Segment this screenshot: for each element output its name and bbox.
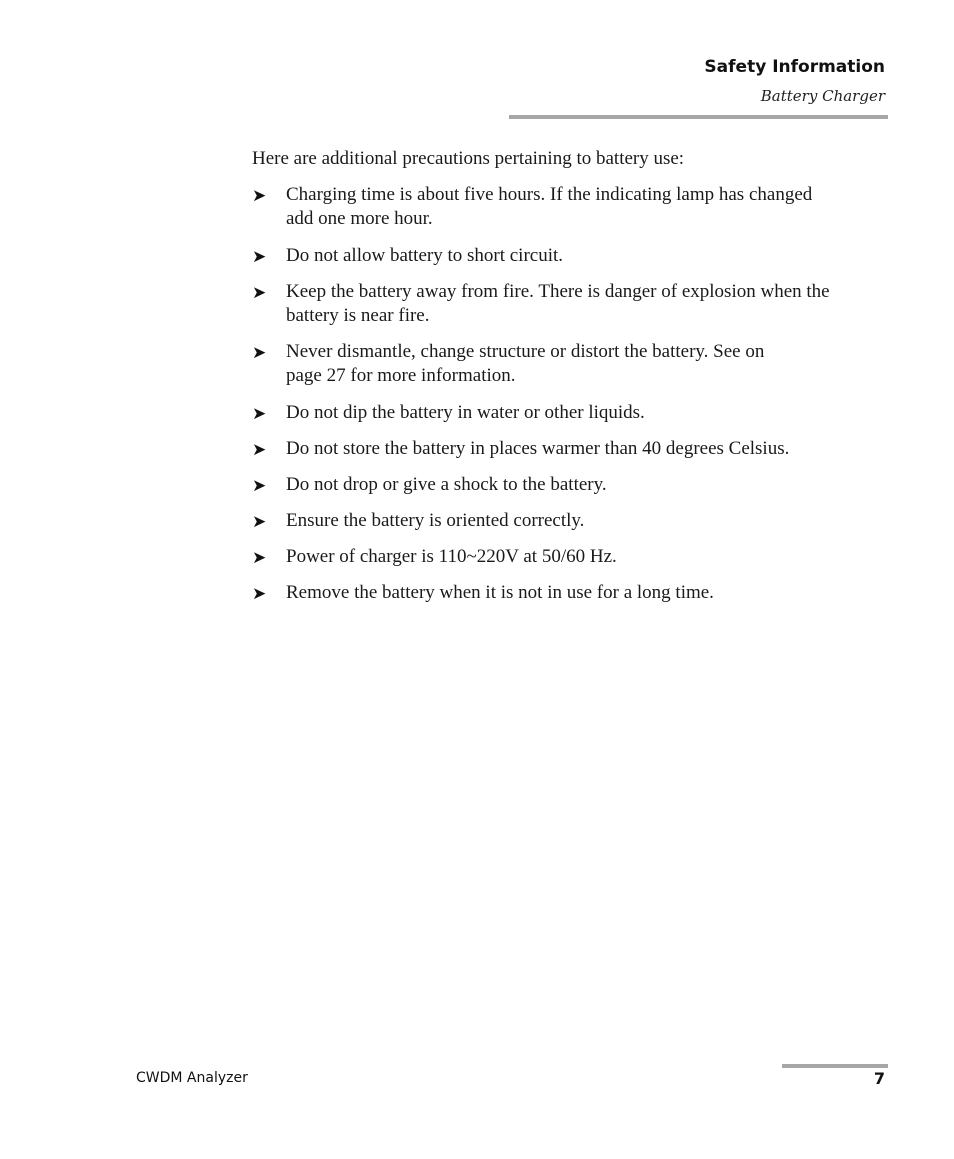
list-item-text: Ensure the battery is oriented correctly.	[286, 510, 585, 531]
arrow-bullet-icon: ➤	[252, 186, 267, 206]
list-item-text: Do not store the battery in places warmer than 40 degrees Celsius.	[286, 438, 790, 459]
arrow-bullet-icon: ➤	[252, 584, 267, 604]
list-item-text: Do not allow battery to short circuit.	[286, 245, 564, 266]
list-item-text: Charging time is about five hours. If the indicating lamp has changed add one more hour.	[286, 184, 813, 229]
list-item-text: Remove the battery when it is not in use for a long time.	[286, 582, 714, 603]
list-item-text: Power of charger is 110~220V at 50/60 Hz.	[286, 546, 617, 567]
arrow-bullet-icon: ➤	[252, 548, 267, 568]
footer-product-name: CWDM Analyzer	[136, 1070, 248, 1086]
section-subtitle: Battery Charger	[760, 87, 885, 105]
intro-paragraph: Here are additional precautions pertaining to battery use:	[252, 148, 685, 169]
list-item-text: Keep the battery away from fire. There is danger of explosion when the battery is near fire.	[286, 281, 830, 326]
list-item-text: Do not drop or give a shock to the battery.	[286, 474, 607, 495]
list-item-text: Do not dip the battery in water or other liquids.	[286, 402, 645, 423]
list-item-text: Never dismantle, change structure or distort the battery. See on page 27 for more information.	[286, 341, 765, 386]
page-number: 7	[873, 1069, 885, 1088]
arrow-bullet-icon: ➤	[252, 404, 267, 424]
arrow-bullet-icon: ➤	[252, 343, 267, 363]
arrow-bullet-icon: ➤	[252, 512, 267, 532]
arrow-bullet-icon: ➤	[252, 440, 267, 460]
section-title: Safety Information	[704, 57, 885, 77]
footer-divider	[782, 1064, 888, 1068]
header-divider	[509, 115, 888, 119]
arrow-bullet-icon: ➤	[252, 283, 267, 303]
arrow-bullet-icon: ➤	[252, 247, 267, 267]
arrow-bullet-icon: ➤	[252, 476, 267, 496]
